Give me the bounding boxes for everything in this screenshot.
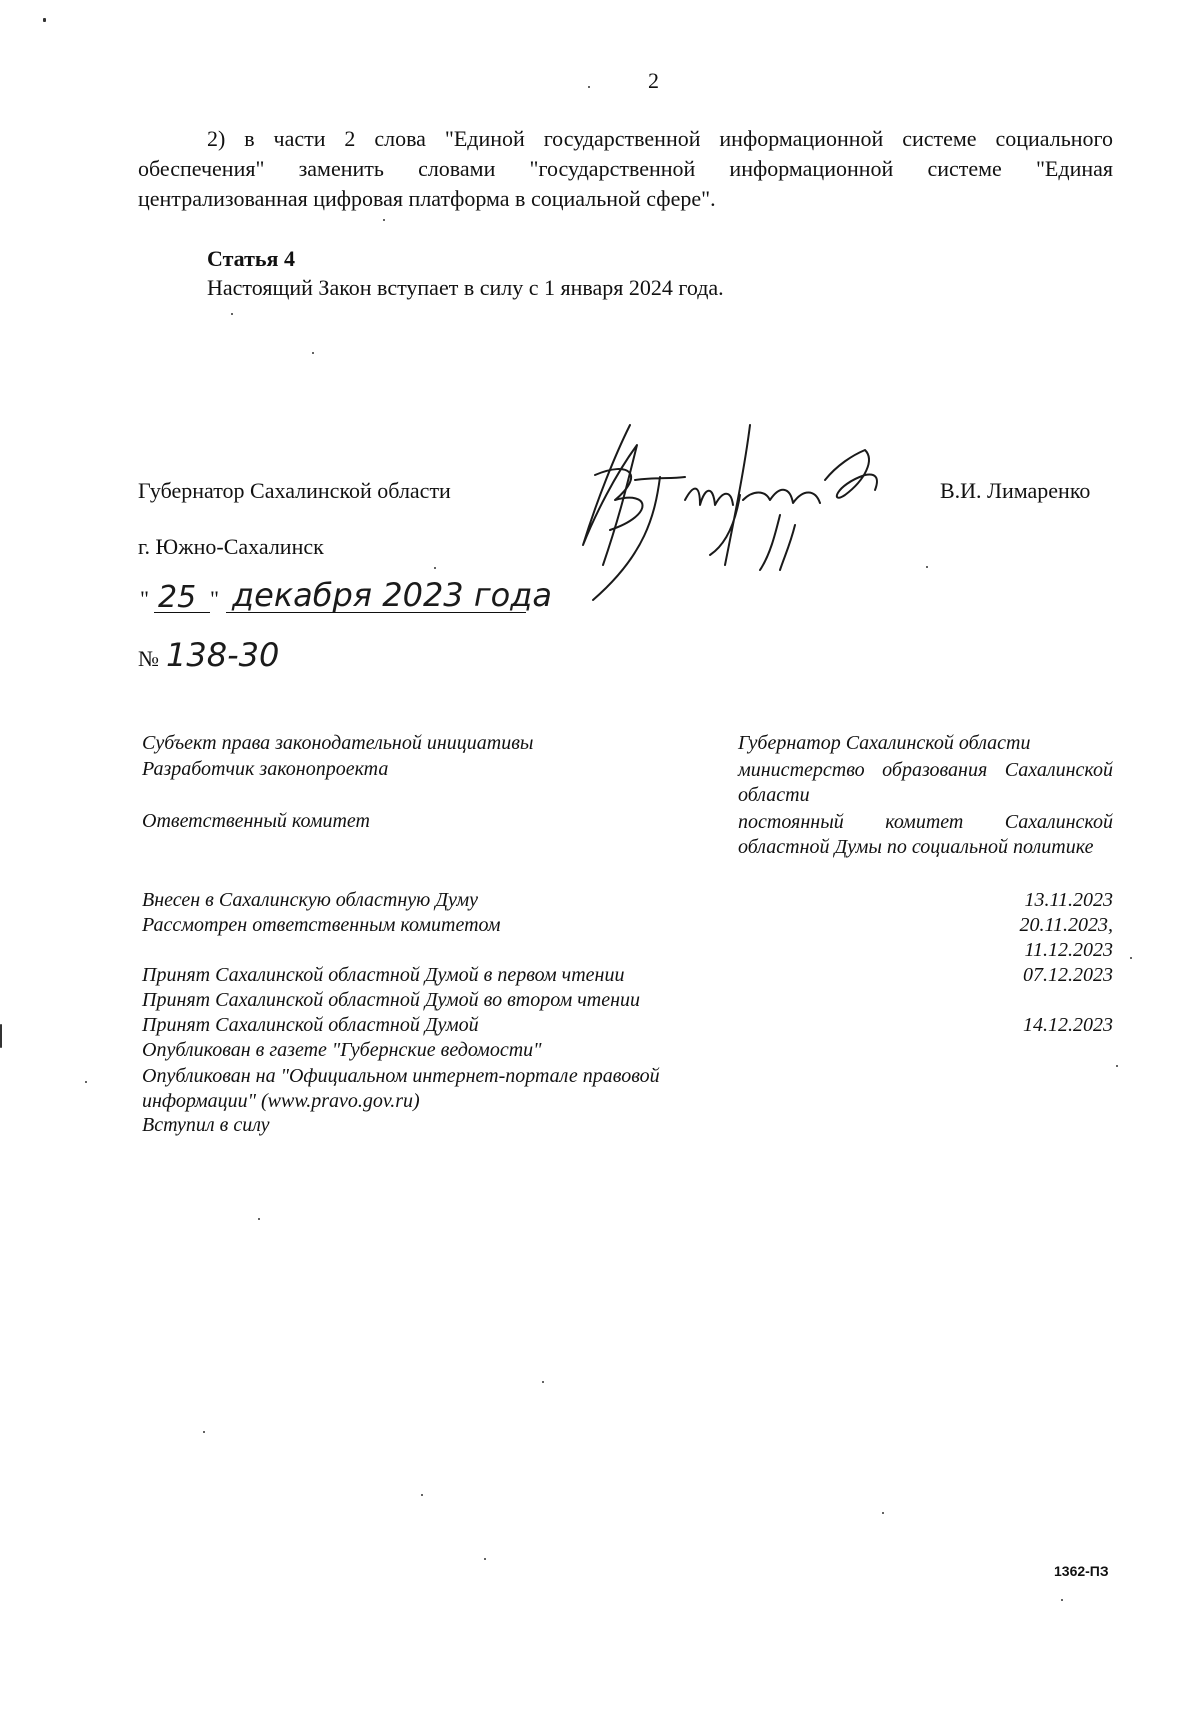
info-value: 07.12.2023 <box>1023 964 1113 986</box>
date-close-quote: " <box>210 586 219 611</box>
article-heading: Статья 4 <box>207 246 295 271</box>
info-value: 14.12.2023 <box>1023 1014 1113 1036</box>
date-day: 25 <box>158 580 197 615</box>
info-label: Опубликован на "Официальном интернет-портале правовой информации" (www.pravo.gov.ru) <box>142 1065 660 1112</box>
info-value: 20.11.2023, <box>1019 914 1113 936</box>
info-label: Опубликован в газете "Губернские ведомости" <box>142 1039 542 1061</box>
info-label: Ответственный комитет <box>142 810 370 832</box>
page-number: 2 <box>648 68 659 93</box>
date-month-year: декабря 2023 года <box>232 576 552 614</box>
amendment-text: 2) в части 2 слова "Единой государственной информационной системе социального обеспечения" заменить словами "государственной информационной системе "Единая централизованная цифровая платформа в социальной сфере". <box>138 126 1113 211</box>
info-value: постоянный комитет Сахалинской областной Думы по социальной политике <box>738 811 1113 858</box>
signatory-position: Губернатор Сахалинской области <box>138 478 451 503</box>
signatory-name: В.И. Лимаренко <box>940 478 1091 503</box>
date-open-quote: " <box>140 586 149 611</box>
number-sign: № <box>138 646 159 671</box>
info-value: Губернатор Сахалинской области <box>738 732 1031 754</box>
signature-mark <box>575 405 895 610</box>
day-underline <box>154 612 210 613</box>
date-underline <box>226 612 526 613</box>
info-label: Вступил в силу <box>142 1114 270 1136</box>
article-text: Настоящий Закон вступает в силу с 1 января 2024 года. <box>207 275 724 300</box>
info-label: Разработчик законопроекта <box>142 758 389 780</box>
footer-code: 1362-ПЗ <box>1054 1563 1109 1579</box>
amendment-paragraph <box>138 124 1113 214</box>
info-label: Субъект права законодательной инициативы <box>142 732 534 754</box>
info-value: 13.11.2023 <box>1024 889 1113 911</box>
info-value: министерство образования Сахалинской области <box>738 759 1113 806</box>
info-label: Рассмотрен ответственным комитетом <box>142 914 501 936</box>
info-label: Принят Сахалинской областной Думой <box>142 1014 479 1036</box>
info-label: Принят Сахалинской областной Думой в первом чтении <box>142 964 625 986</box>
info-label: Внесен в Сахалинскую областную Думу <box>142 889 479 911</box>
info-label: Принят Сахалинской областной Думой во втором чтении <box>142 989 641 1011</box>
number-value: 138-30 <box>166 636 280 674</box>
info-value: 11.12.2023 <box>1024 939 1113 961</box>
signing-city: г. Южно-Сахалинск <box>138 534 324 559</box>
